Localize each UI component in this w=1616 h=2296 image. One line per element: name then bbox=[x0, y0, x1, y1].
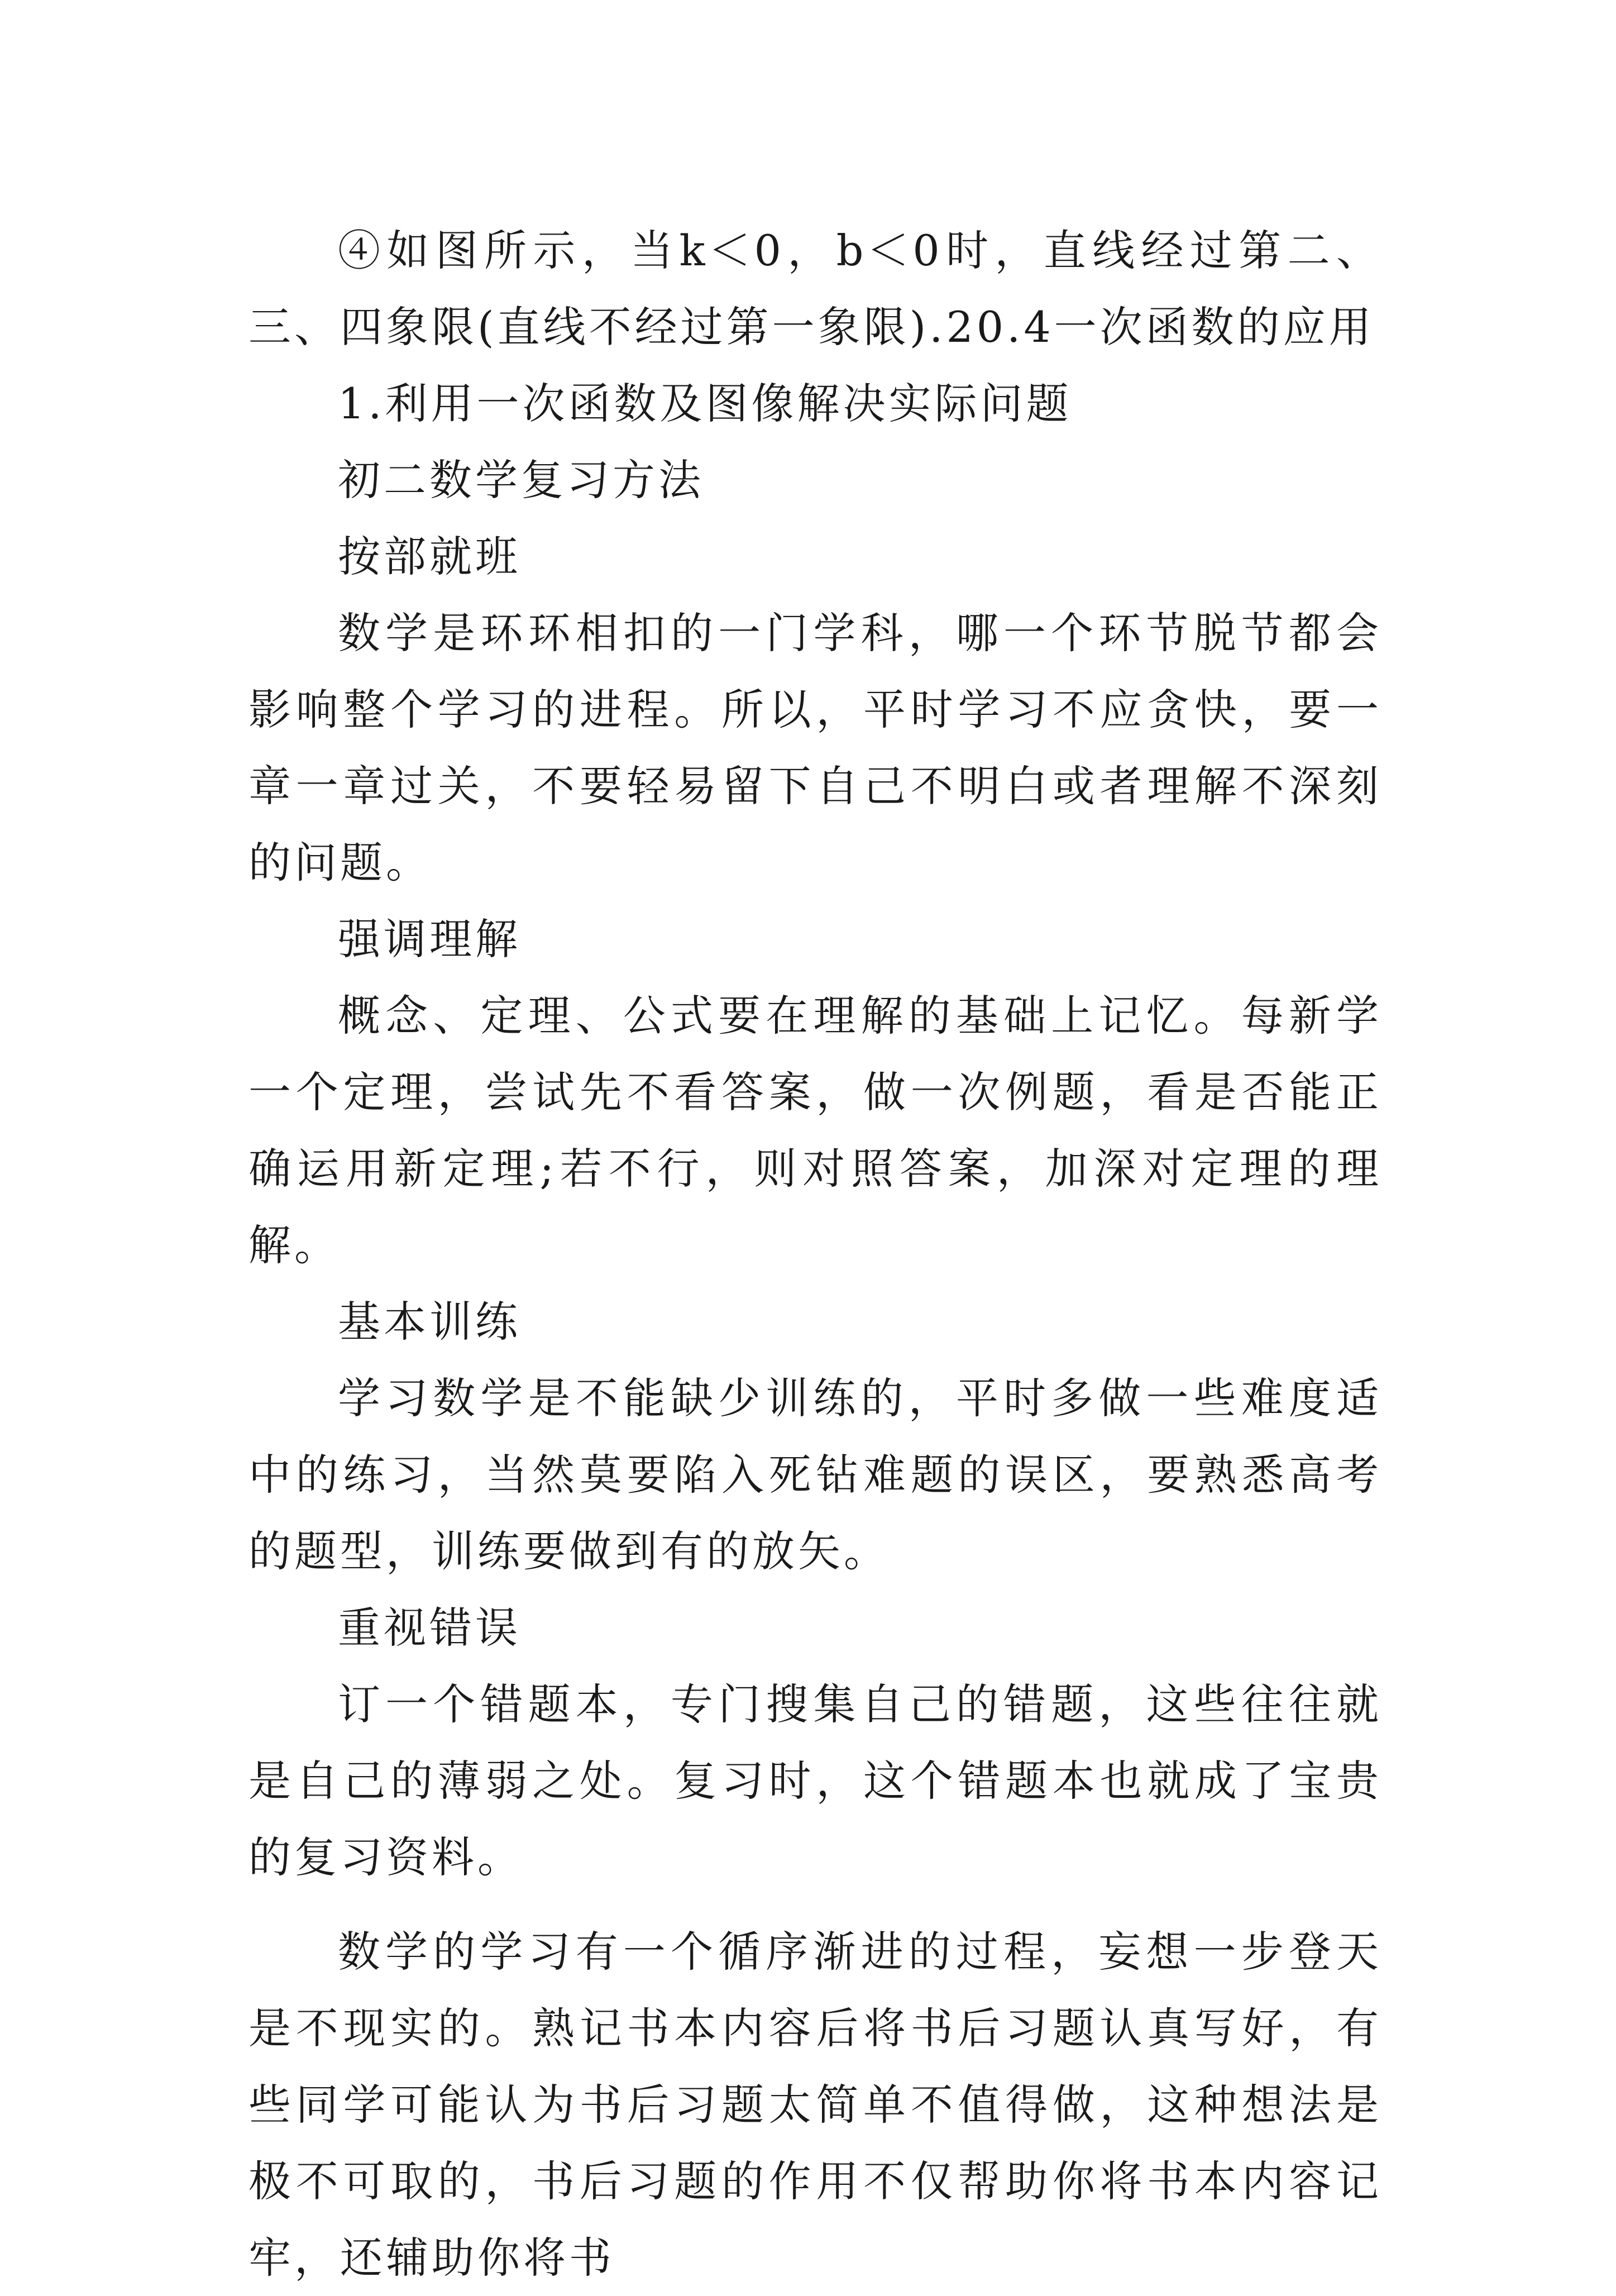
subheading-mistakes: 重视错误 bbox=[338, 1603, 521, 1653]
document-page bbox=[248, 212, 1382, 2296]
paragraph-linear-function-case: ④如图所示，当k＜0，b＜0时，直线经过第二、三、四象限(直线不经过第一象限).20.4一次函数的应用 bbox=[248, 226, 1382, 352]
paragraph-basic-training: 学习数学是不能缺少训练的，平时多做一些难度适中的练习，当然莫要陷入死钻难题的误区，要熟悉高考的题型，训练要做到有的放矢。 bbox=[248, 1373, 1382, 1576]
subheading-step-by-step: 按部就班 bbox=[338, 532, 521, 581]
subheading-basic-training: 基本训练 bbox=[338, 1297, 521, 1347]
paragraph-application-point: 1.利用一次函数及图像解决实际问题 bbox=[338, 379, 1072, 428]
paragraph-step-by-step: 数学是环环相扣的一门学科，哪一个环节脱节都会影响整个学习的进程。所以，平时学习不应贪快，要一章一章过关，不要轻易留下自己不明白或者理解不深刻的问题。 bbox=[248, 608, 1382, 887]
paragraph-gradual-progress: 数学的学习有一个循序渐进的过程，妄想一步登天是不现实的。熟记书本内容后将书后习题认真写好，有些同学可能认为书后习题太简单不值得做，这种想法是极不可取的，书后习题的作用不仅帮助你将书本内容记牢，还辅助你将书 bbox=[248, 1927, 1382, 2283]
subheading-understanding: 强调理解 bbox=[338, 914, 521, 964]
section-heading-review-methods: 初二数学复习方法 bbox=[338, 455, 704, 505]
paragraph-understanding: 概念、定理、公式要在理解的基础上记忆。每新学一个定理，尝试先不看答案，做一次例题，看是否能正确运用新定理;若不行，则对照答案，加深对定理的理解。 bbox=[248, 991, 1382, 1270]
paragraph-mistakes: 订一个错题本，专门搜集自己的错题，这些往往就是自己的薄弱之处。复习时，这个错题本也就成了宝贵的复习资料。 bbox=[248, 1679, 1382, 1882]
